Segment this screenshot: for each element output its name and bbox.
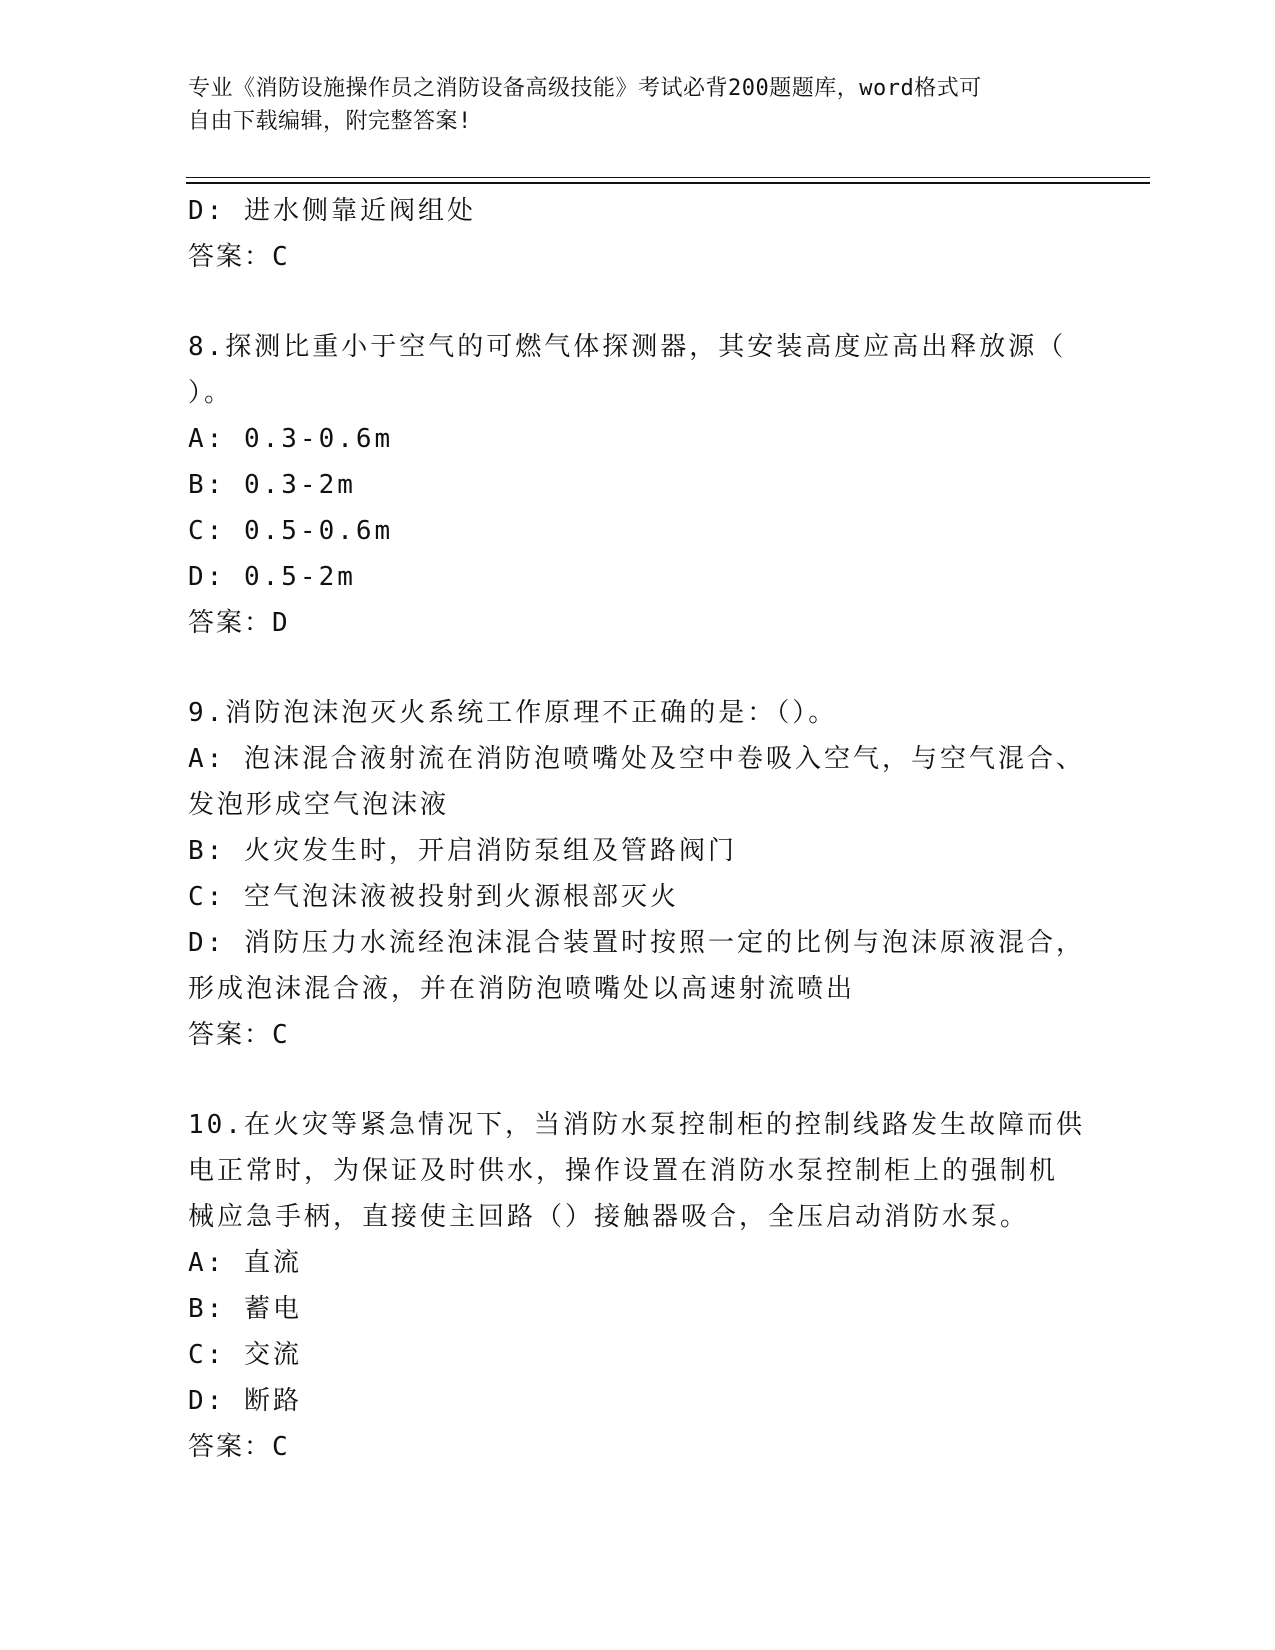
option-d: D: 进水侧靠近阀组处 [188, 196, 476, 226]
option-b: B: 0.3-2m [188, 470, 356, 500]
question-8 [188, 324, 1088, 646]
option-a: A: 直流 [188, 1248, 302, 1278]
question-stem: 8.探测比重小于空气的可燃气体探测器，其安装高度应高出释放源（ [188, 332, 1067, 362]
option-b: B: 蓄电 [188, 1294, 302, 1324]
answer-line: 答案：C [188, 1432, 290, 1462]
option-d: D: 0.5-2m [188, 562, 356, 592]
option-d-continued: 形成泡沫混合液，并在消防泡喷嘴处以高速射流喷出 [188, 974, 856, 1004]
option-c: C: 交流 [188, 1340, 302, 1370]
header-divider-thick [186, 182, 1150, 184]
option-d: D: 消防压力水流经泡沫混合装置时按照一定的比例与泡沫原液混合， [188, 928, 1085, 958]
question-7-tail [188, 188, 1088, 280]
option-a: A: 泡沫混合液射流在消防泡喷嘴处及空中卷吸入空气，与空气混合、 [188, 744, 1085, 774]
header-line-2: 自由下载编辑，附完整答案! [188, 109, 472, 134]
answer-line: 答案：D [188, 608, 290, 638]
option-c: C: 空气泡沫液被投射到火源根部灭火 [188, 882, 679, 912]
answer-line: 答案：C [188, 242, 290, 272]
header-line-1: 专业《消防设施操作员之消防设备高级技能》考试必背200题题库，word格式可 [188, 76, 982, 101]
answer-line: 答案：C [188, 1020, 290, 1050]
question-stem: 9.消防泡沫泡灭火系统工作原理不正确的是：（）。 [188, 698, 838, 728]
question-stem: 电正常时，为保证及时供水，操作设置在消防水泵控制柜上的强制机 [188, 1156, 1059, 1186]
option-a: A: 0.3-0.6m [188, 424, 394, 454]
option-a-continued: 发泡形成空气泡沫液 [188, 790, 450, 820]
question-10 [188, 1102, 1088, 1470]
question-list [188, 188, 1088, 1470]
option-c: C: 0.5-0.6m [188, 516, 394, 546]
question-stem: 10.在火灾等紧急情况下，当消防水泵控制柜的控制线路发生故障而供 [188, 1110, 1085, 1140]
question-stem: ）。 [188, 378, 234, 408]
option-b: B: 火灾发生时，开启消防泵组及管路阀门 [188, 836, 737, 866]
question-stem: 械应急手柄，直接使主回路（）接触器吸合，全压启动消防水泵。 [188, 1202, 1030, 1232]
question-9 [188, 690, 1088, 1058]
document-header [188, 72, 1088, 138]
option-d: D: 断路 [188, 1386, 302, 1416]
header-divider-thin [186, 177, 1150, 178]
